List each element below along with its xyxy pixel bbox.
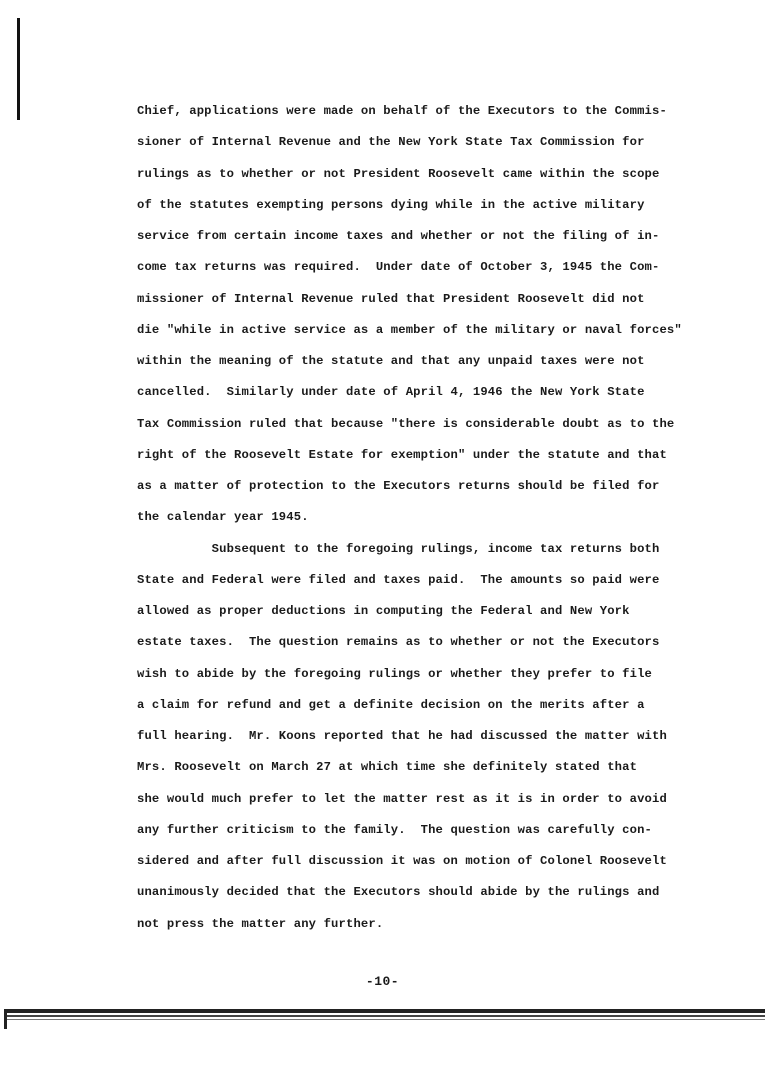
text-line: of the statutes exempting persons dying while in the active military bbox=[137, 197, 645, 212]
bottom-rule bbox=[4, 1009, 765, 1013]
text-line: a claim for refund and get a definite decision on the merits after a bbox=[137, 697, 645, 712]
text-line: die "while in active service as a member of the military or naval forces" bbox=[137, 322, 682, 337]
text-line: State and Federal were filed and taxes paid. The amounts so paid were bbox=[137, 572, 660, 587]
text-line: the calendar year 1945. bbox=[137, 510, 309, 525]
text-line: allowed as proper deductions in computing the Federal and New York bbox=[137, 604, 630, 618]
bottom-rule bbox=[4, 1019, 765, 1020]
scan-edge-mark bbox=[4, 1009, 7, 1029]
text-line: any further criticism to the family. The question was carefully con- bbox=[137, 822, 652, 837]
page-number: -10- bbox=[365, 974, 400, 989]
text-line: Subsequent to the foregoing rulings, income tax returns both bbox=[137, 541, 660, 556]
body-text bbox=[137, 96, 707, 940]
text-line: Chief, applications were made on behalf of the Executors to the Commis- bbox=[137, 104, 667, 118]
text-line: cancelled. Similarly under date of April 4, 1946 the New York State bbox=[137, 385, 645, 400]
text-line: she would much prefer to let the matter rest as it is in order to avoid bbox=[137, 791, 667, 806]
text-line: wish to abide by the foregoing rulings or whether they prefer to file bbox=[137, 666, 652, 681]
text-line: unanimously decided that the Executors should abide by the rulings and bbox=[137, 885, 660, 900]
bottom-rule bbox=[4, 1015, 765, 1017]
text-line: sidered and after full discussion it was on motion of Colonel Roosevelt bbox=[137, 854, 667, 868]
text-line: service from certain income taxes and whether or not the filing of in- bbox=[137, 229, 660, 243]
text-line: full hearing. Mr. Koons reported that he had discussed the matter with bbox=[137, 729, 667, 743]
scan-edge-mark bbox=[17, 18, 20, 120]
text-line: Mrs. Roosevelt on March 27 at which time she definitely stated that bbox=[137, 760, 638, 775]
text-line: estate taxes. The question remains as to whether or not the Executors bbox=[137, 635, 660, 650]
text-line: right of the Roosevelt Estate for exemption" under the statute and that bbox=[137, 447, 667, 462]
text-line: Tax Commission ruled that because "there is considerable doubt as to the bbox=[137, 416, 675, 431]
text-line: not press the matter any further. bbox=[137, 916, 384, 931]
text-line: as a matter of protection to the Executors returns should be filed for bbox=[137, 479, 660, 493]
text-line: rulings as to whether or not President Roosevelt came within the scope bbox=[137, 166, 660, 181]
text-line: missioner of Internal Revenue ruled that President Roosevelt did not bbox=[137, 291, 645, 306]
text-line: come tax returns was required. Under date of October 3, 1945 the Com- bbox=[137, 260, 660, 275]
text-line: sioner of Internal Revenue and the New York State Tax Commission for bbox=[137, 135, 645, 150]
text-line: within the meaning of the statute and that any unpaid taxes were not bbox=[137, 354, 645, 368]
